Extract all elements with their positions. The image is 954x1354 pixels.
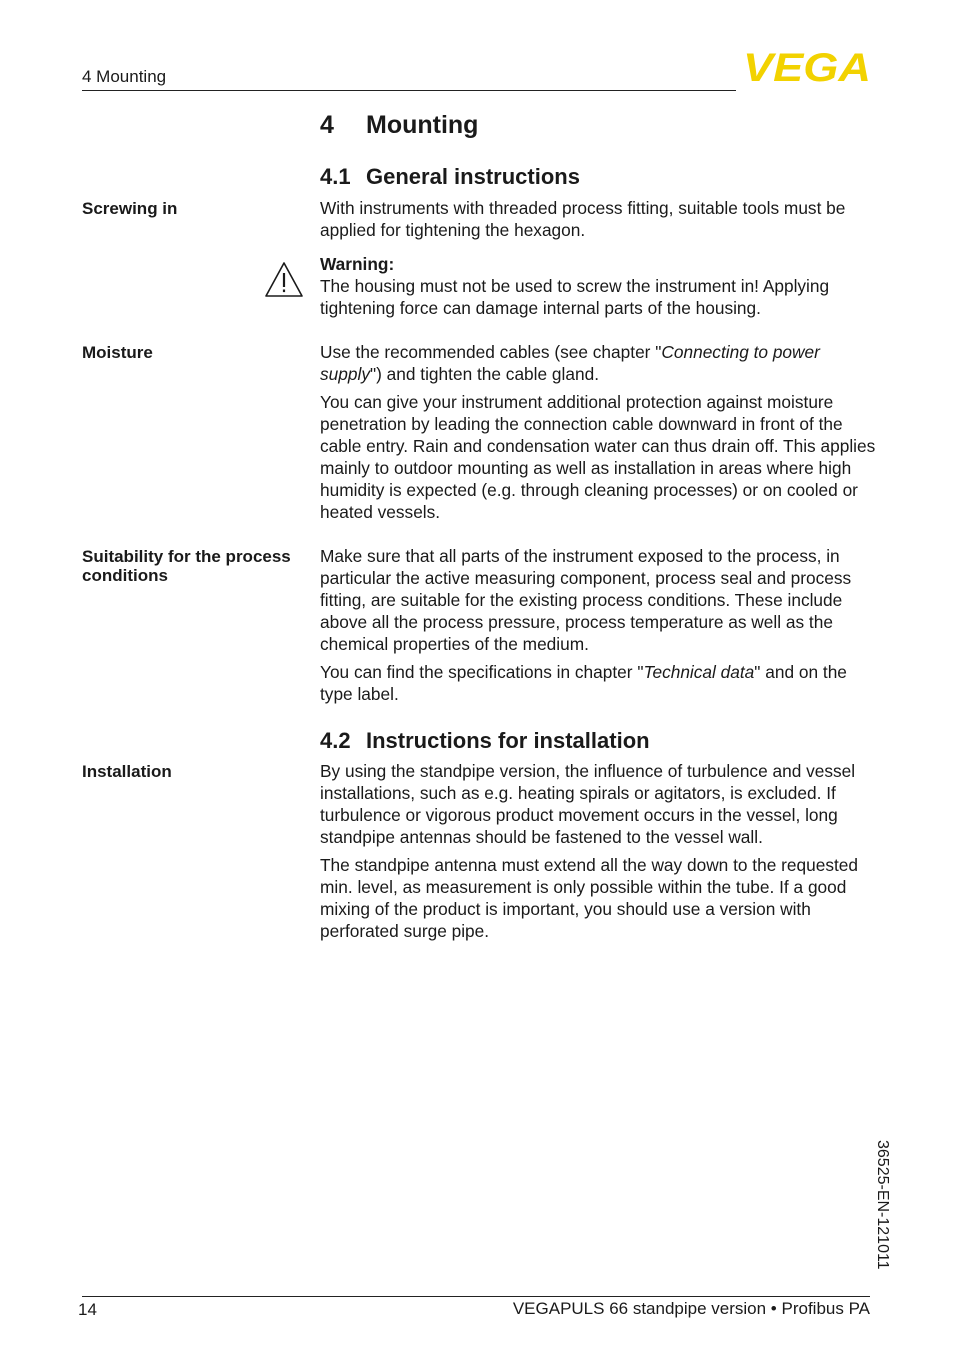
installation-text: By using the standpipe version, the influence of turbulence and vessel installations, such as e.g. heating spirals or agitators, is excluded. If turbulence or vigorous product movement occurs in the vessel, long standpipe antennas should be fastened to the vessel wall. The standpipe antenna must extend all the way down to the requested min. level, as measurement is only possible within the tube. If a good mixing of the product is important, you should use a version with perforated surge pipe.: [320, 761, 858, 941]
document-number: 36525-EN-121011: [874, 1140, 891, 1270]
warning-text: The housing must not be used to screw the instrument in! Applying tightening force can damage internal parts of the housing.: [320, 276, 830, 318]
logo-text: VEGA: [743, 50, 871, 84]
moisture-text: Use the recommended cables (see chapter "Connecting to power supply") and tighten the cable gland. You can give your instrument additional protection against moisture penetration by leading the connection cable downward in front of the cable entry. Rain and condensation water can thus drain off. This applies mainly to outdoor mounting as well as installation in areas where high humidity is expected (e.g. through cleaning processes) or on cooled or heated vessels.: [320, 342, 876, 522]
section-heading-4-2: 4.2 Instructions for installation: [320, 728, 650, 753]
section-heading-4-1: 4.1 General instructions: [320, 164, 580, 189]
header-rule: [82, 90, 736, 91]
running-header: 4 Mounting: [82, 67, 167, 86]
side-label-suitability: Suitability for the process conditions: [82, 547, 291, 585]
screwing-text: With instruments with threaded process fitting, suitable tools must be applied for tightening the hexagon.: [320, 198, 846, 240]
side-label-screwing: Screwing in: [82, 199, 178, 218]
footer-rule: [82, 1296, 870, 1297]
warning-triangle-icon: [264, 261, 304, 298]
suitability-text: Make sure that all parts of the instrument exposed to the process, in particular the active measuring component, process seal and process fitting, are suitable for the existing process conditions. These include above all the process pressure, process temperature as well as the chemical properties of the medium. You can find the specifications in chapter "Technical data" and on the type label.: [320, 546, 852, 704]
warning-title: Warning:: [320, 254, 395, 274]
chapter-heading: 4 Mounting: [320, 111, 479, 139]
warning-block: [320, 253, 880, 319]
footer-product: VEGAPULS 66 standpipe version • Profibus PA: [512, 1299, 870, 1318]
page-number: 14: [78, 1300, 97, 1319]
side-label-installation: Installation: [82, 762, 172, 781]
vega-logo: [741, 50, 873, 84]
side-label-moisture: Moisture: [82, 343, 153, 362]
